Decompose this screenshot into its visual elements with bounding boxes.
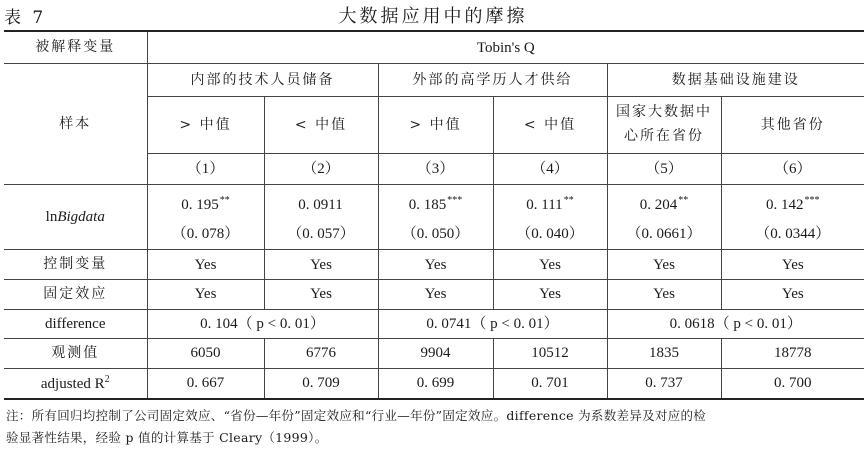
observations-value-1: 6050 [147,339,264,369]
controls-value-2: Yes [264,250,378,280]
table-note-line-1: 注：所有回归均控制了公司固定效应、“省份—年份”固定效应和“行业—年份”固定效应。difference 为系数差异及对应的检 [6,408,707,423]
sample-value-1: > 中值 [147,96,264,153]
group-label-internal: 内部的技术人员储备 [147,64,378,97]
dep-var-label: 被解释变量 [4,31,147,64]
observations-value-6: 18778 [721,339,864,369]
observations-label: 观测值 [4,339,147,369]
column-number-3: （3） [378,154,493,185]
coef-cell-5 [607,184,721,249]
column-number-1: （1） [147,154,264,185]
difference-value-3: 0. 0618（ p < 0. 01） [607,309,864,339]
significance-4: ** [563,194,574,206]
controls-row [4,250,864,280]
coefficient-4: 0. 111 [526,196,563,213]
sample-label: 样本 [4,64,147,185]
std-error-1: （0. 078） [171,225,240,242]
fixed-effects-label: 固定效应 [4,279,147,309]
column-number-5: （5） [607,154,721,185]
fixed-effects-row [4,279,864,309]
controls-value-4: Yes [493,250,607,280]
observations-value-4: 10512 [493,339,607,369]
adjusted-r2-value-3: 0. 699 [378,368,493,399]
adjusted-r2-label-sup: 2 [104,373,110,385]
adjusted-r2-value-6: 0. 700 [721,368,864,399]
std-error-5: （0. 0661） [626,225,702,242]
fixed-effects-value-5: Yes [607,279,721,309]
significance-6: *** [804,194,820,206]
lnbigdata-label-prefix: ln [45,209,58,225]
difference-value-2: 0. 0741（ p < 0. 01） [378,309,607,339]
fixed-effects-value-3: Yes [378,279,493,309]
table-note [6,405,862,449]
adjusted-r2-label-text: adjusted R [40,375,105,392]
std-error-4: （0. 040） [516,225,584,242]
significance-1: ** [219,194,230,206]
group-label-infrastructure: 数据基础设施建设 [607,64,864,97]
coefficient-2: 0. 0911 [298,196,343,213]
sample-value-6: 其他省份 [721,96,864,153]
coef-cell-6 [721,184,864,249]
controls-value-6: Yes [721,250,864,280]
observations-value-3: 9904 [378,339,493,369]
table-note-line-2: 验显著性结果，经验 p 值的计算基于 Cleary（1999）。 [6,430,328,445]
controls-label: 控制变量 [4,250,147,280]
dep-var-value: Tobin's Q [147,31,864,64]
coefficient-5: 0. 204 [639,196,678,213]
column-number-6: （6） [721,154,864,185]
column-number-2: （2） [264,154,378,185]
adjusted-r2-value-1: 0. 667 [147,368,264,399]
fixed-effects-value-1: Yes [147,279,264,309]
fixed-effects-value-4: Yes [493,279,607,309]
group-header-row [4,64,864,97]
std-error-6: （0. 0344） [755,225,831,242]
lnbigdata-label [4,184,147,249]
observations-value-2: 6776 [264,339,378,369]
table-title: 大数据应用中的摩擦 [338,6,528,27]
sample-value-5: 国家大数据中心所在省份 [607,96,721,153]
difference-row [4,309,864,339]
std-error-3: （0. 050） [401,225,470,242]
observations-value-5: 1835 [607,339,721,369]
std-error-2: （0. 057） [287,225,355,242]
coef-cell-2 [264,184,378,249]
observations-row [4,339,864,369]
fixed-effects-value-6: Yes [721,279,864,309]
adjusted-r2-row [4,368,864,399]
sample-value-3: > 中值 [378,96,493,153]
difference-value-1: 0. 104（ p < 0. 01） [147,309,378,339]
coef-cell-1 [147,184,264,249]
controls-value-3: Yes [378,250,493,280]
regression-table [4,30,864,400]
lnbigdata-row [4,184,864,249]
group-label-external: 外部的高学历人才供给 [378,64,607,97]
table-caption [0,0,866,28]
significance-3: *** [447,194,463,206]
coefficient-1: 0. 195 [181,196,219,213]
coefficient-6: 0. 142 [766,196,804,213]
lnbigdata-label-italic: Bigdata [57,209,105,225]
column-number-4: （4） [493,154,607,185]
adjusted-r2-value-5: 0. 737 [607,368,721,399]
difference-label: difference [4,309,147,339]
sample-value-2: < 中值 [264,96,378,153]
coef-cell-3 [378,184,493,249]
adjusted-r2-value-4: 0. 701 [493,368,607,399]
controls-value-5: Yes [607,250,721,280]
sample-value-4: < 中值 [493,96,607,153]
table-number: 表 7 [4,8,47,28]
significance-5: ** [678,194,689,206]
adjusted-r2-value-2: 0. 709 [264,368,378,399]
coef-cell-4 [493,184,607,249]
controls-value-1: Yes [147,250,264,280]
fixed-effects-value-2: Yes [264,279,378,309]
adjusted-r2-label [4,368,147,399]
dep-var-row [4,31,864,64]
coefficient-3: 0. 185 [408,196,447,213]
